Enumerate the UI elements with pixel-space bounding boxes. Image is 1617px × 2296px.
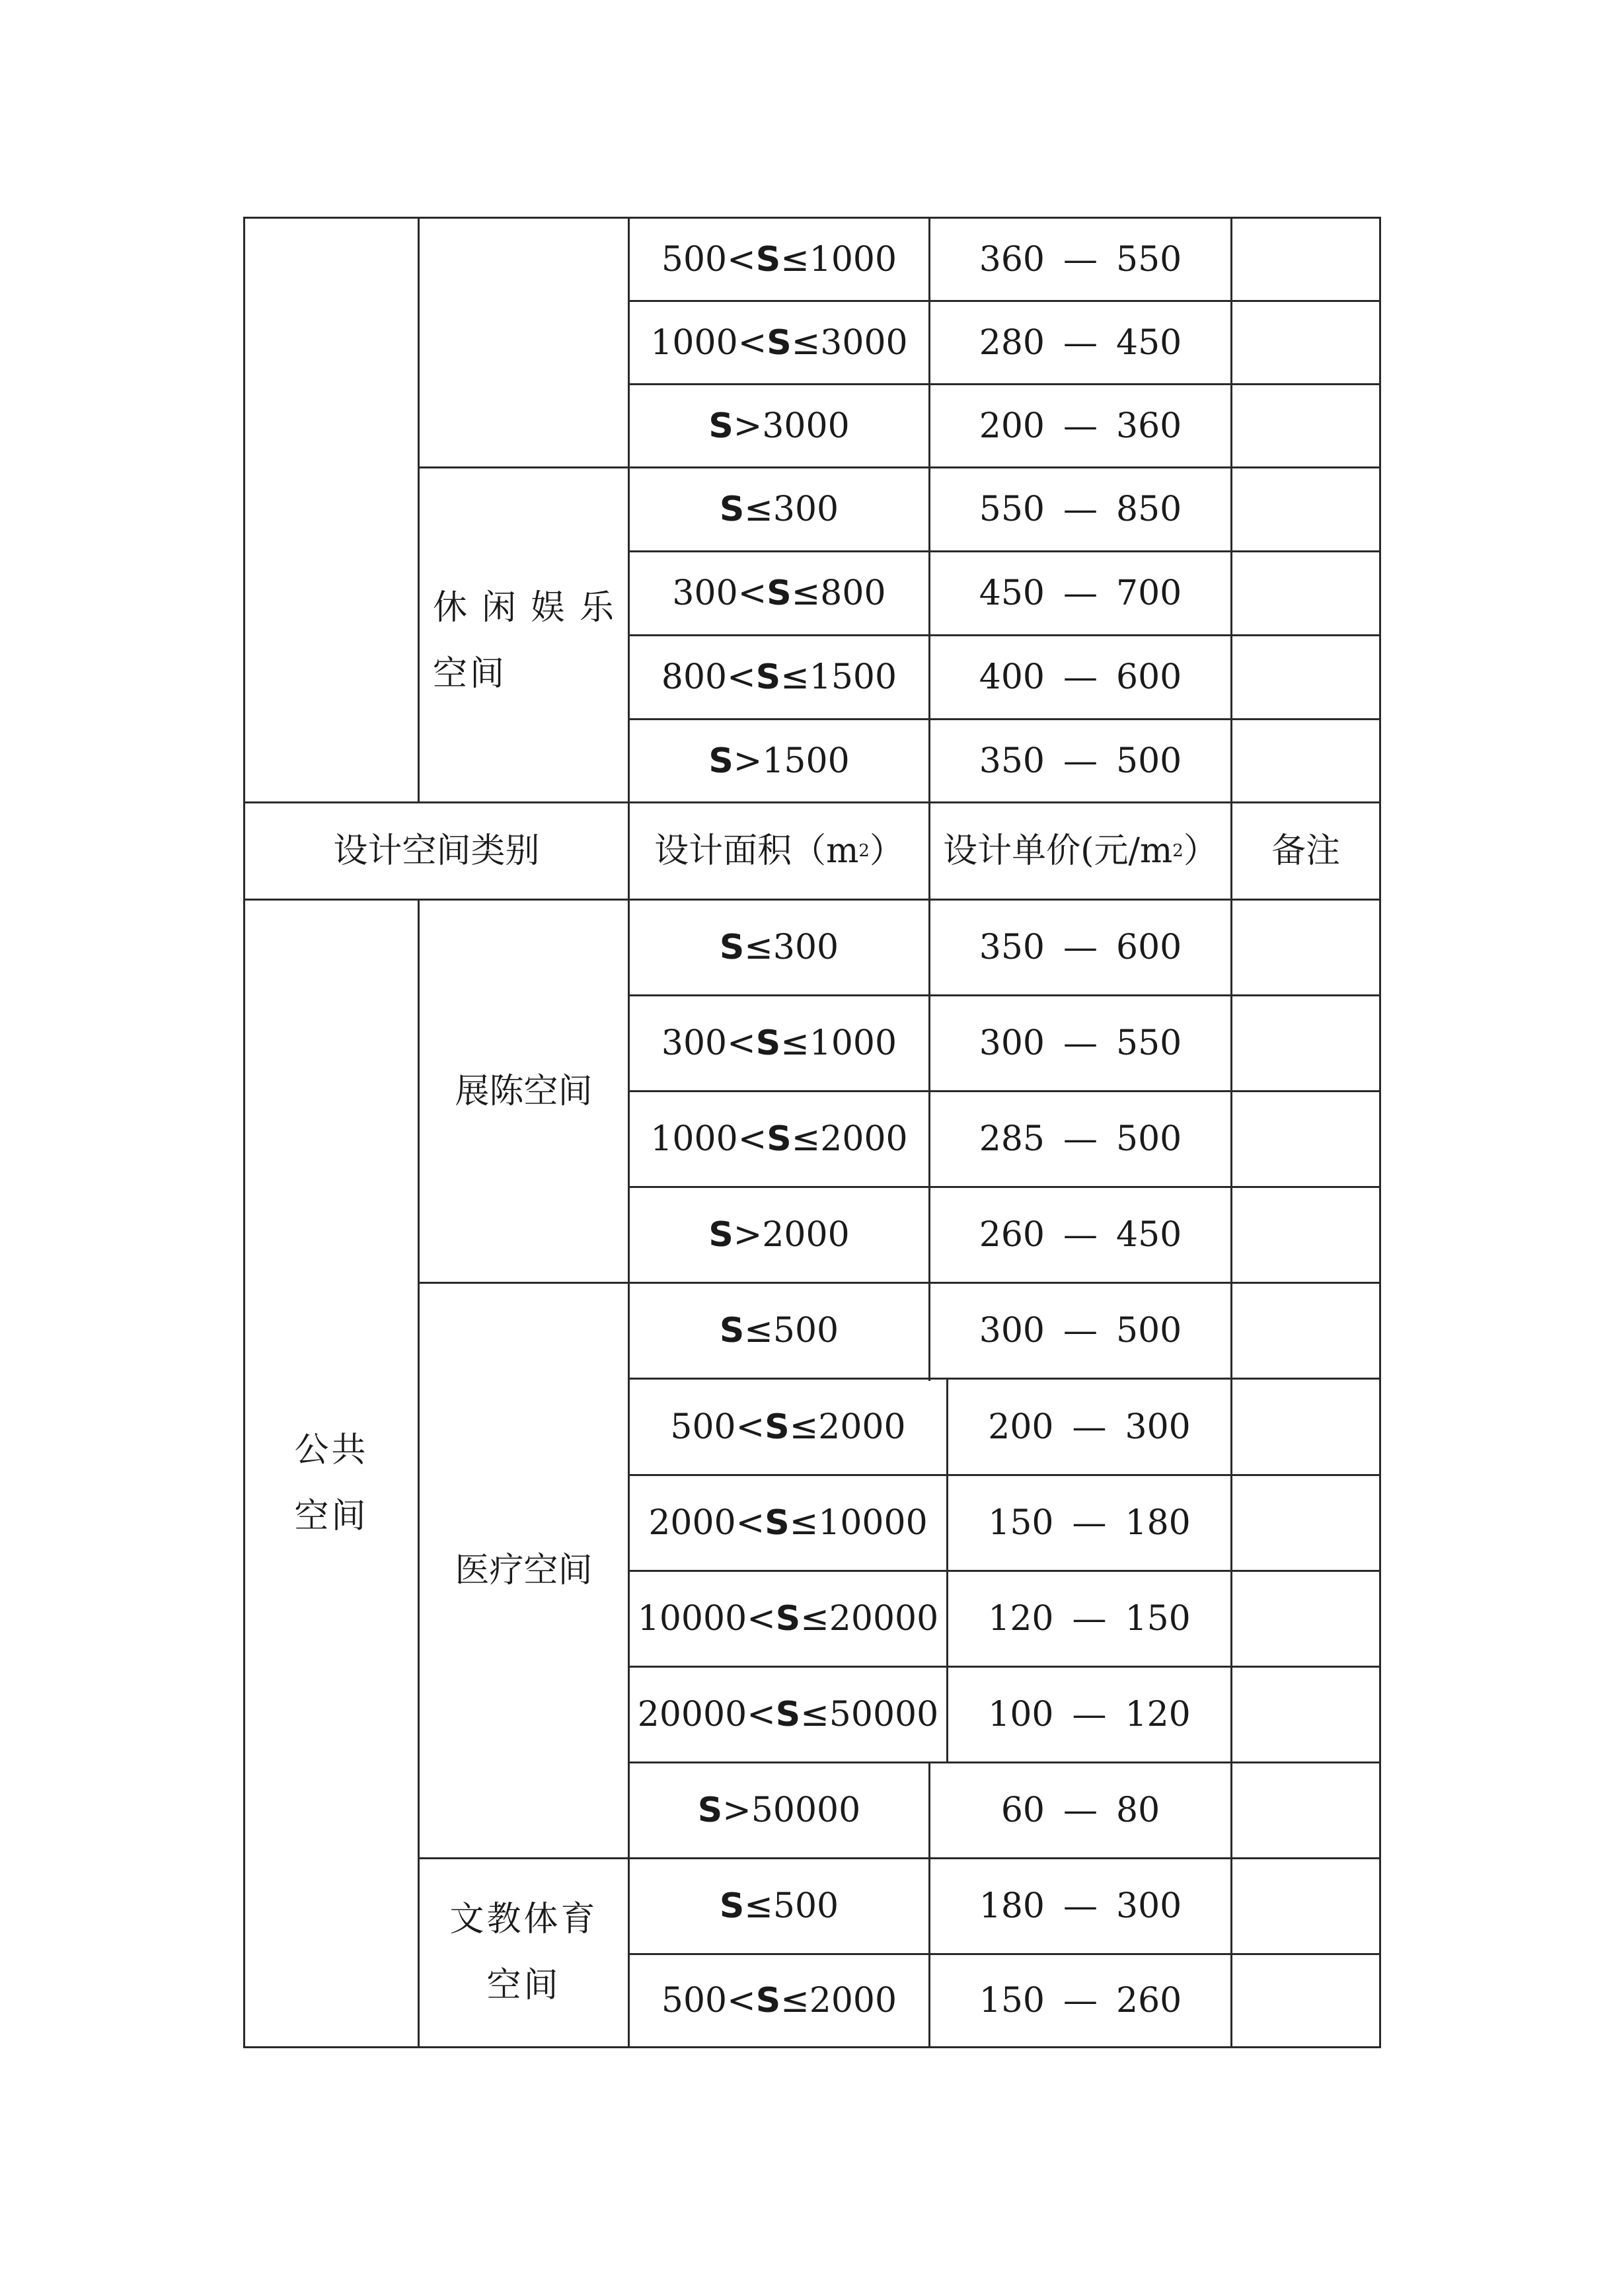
range-min: 500 [670, 1407, 736, 1447]
range-max: 10000 [818, 1503, 928, 1543]
range-min: 3000 [762, 406, 850, 446]
area-range-cell [630, 1955, 928, 2046]
range-dash: — [1063, 1791, 1098, 1830]
price-high: 260 [1116, 1981, 1182, 2020]
price-high: 500 [1116, 1119, 1182, 1159]
range-max: 3000 [820, 322, 908, 363]
header-text: 设计空间类别 [333, 831, 540, 871]
area-range-cell [630, 996, 928, 1090]
range-dash: — [1072, 1407, 1107, 1447]
less-equal-symbol: ≤ [789, 1407, 819, 1447]
label-line: 空间 [294, 1497, 369, 1536]
area-range-cell [630, 1380, 946, 1474]
range-max: 2000 [820, 1119, 908, 1159]
leisure-space-label [433, 575, 631, 707]
price-range-cell [948, 1572, 1230, 1666]
price-low: 360 [979, 239, 1045, 279]
price-range-cell [930, 1955, 1230, 2046]
price-low: 200 [988, 1407, 1054, 1447]
price-range-cell [930, 636, 1230, 718]
less-than-symbol: < [735, 1407, 765, 1447]
price-range-cell [930, 1763, 1230, 1857]
label-line: 休闲娱乐 [433, 588, 629, 628]
area-range-cell [630, 1188, 928, 1282]
range-dash: — [1063, 1981, 1098, 2020]
less-than-symbol: < [727, 657, 756, 697]
range-dash: — [1063, 490, 1098, 529]
area-range-cell [630, 1284, 928, 1378]
price-low: 120 [988, 1599, 1054, 1639]
area-variable: S [755, 657, 781, 697]
less-equal-symbol: ≤ [789, 1503, 819, 1543]
greater-than-symbol: > [733, 1215, 763, 1255]
range-max: 500 [772, 1311, 839, 1351]
label-line: 文教体育 [449, 1900, 598, 1939]
area-variable: S [719, 1311, 745, 1351]
price-high: 80 [1116, 1791, 1160, 1830]
less-than-symbol: < [747, 1599, 776, 1639]
less-equal-symbol: ≤ [780, 657, 809, 697]
area-variable: S [697, 1791, 723, 1830]
price-high: 300 [1116, 1886, 1182, 1926]
header-text: ） [1183, 831, 1218, 871]
range-dash: — [1072, 1695, 1107, 1734]
price-high: 150 [1125, 1599, 1191, 1639]
price-range-cell [930, 1092, 1230, 1186]
less-equal-symbol: ≤ [780, 239, 809, 279]
price-range-cell [930, 901, 1230, 994]
area-range-cell [630, 1476, 946, 1570]
price-range-cell [930, 1284, 1230, 1378]
area-range-cell [630, 468, 928, 550]
label-line: 展陈空间 [455, 1071, 593, 1111]
range-dash: — [1063, 928, 1098, 967]
price-high: 600 [1116, 657, 1182, 697]
area-variable: S [708, 741, 733, 781]
price-low: 280 [979, 322, 1045, 363]
range-max: 1000 [809, 239, 897, 279]
price-range-cell [948, 1668, 1230, 1761]
price-range-cell [948, 1476, 1230, 1570]
header-area: 设计面积（m 2 ） [654, 831, 904, 871]
price-low: 60 [1000, 1791, 1045, 1830]
greater-than-symbol: > [733, 406, 763, 446]
price-high: 360 [1116, 406, 1182, 446]
range-max: 300 [772, 928, 839, 967]
less-equal-symbol: ≤ [744, 1311, 773, 1351]
less-equal-symbol: ≤ [800, 1599, 829, 1639]
header-text: 设计单价(元/m [943, 831, 1173, 871]
price-low: 150 [979, 1981, 1045, 2020]
area-variable: S [775, 1695, 801, 1734]
price-range-cell [930, 1188, 1230, 1282]
area-variable: S [755, 1981, 781, 2020]
area-variable: S [765, 1407, 790, 1447]
area-variable: S [775, 1599, 801, 1639]
range-min: 800 [661, 657, 728, 697]
less-equal-symbol: ≤ [744, 490, 773, 529]
less-than-symbol: < [747, 1695, 776, 1734]
less-equal-symbol: ≤ [744, 1886, 773, 1926]
range-dash: — [1063, 1023, 1098, 1063]
range-dash: — [1072, 1599, 1107, 1639]
label-line: 空间 [433, 654, 508, 694]
area-variable: S [755, 1023, 781, 1063]
price-range-cell [948, 1380, 1230, 1474]
range-max: 2000 [809, 1981, 897, 2020]
area-range-cell [630, 1763, 928, 1857]
rule [418, 217, 420, 801]
range-max: 800 [820, 574, 886, 613]
greater-than-symbol: > [733, 741, 763, 781]
less-than-symbol: < [727, 1981, 756, 2020]
price-range-cell [930, 552, 1230, 634]
price-low: 350 [979, 928, 1045, 967]
area-variable: S [755, 239, 781, 279]
price-low: 550 [979, 490, 1045, 529]
area-range-cell [630, 636, 928, 718]
header-remark [1232, 803, 1379, 899]
rule [1230, 217, 1232, 2048]
range-max: 50000 [829, 1695, 939, 1734]
area-variable: S [719, 1886, 745, 1926]
range-min: 300 [661, 1023, 728, 1063]
price-high: 300 [1125, 1407, 1191, 1447]
range-min: 1000 [650, 322, 738, 363]
exhibition-space-label [420, 901, 628, 1282]
price-low: 200 [979, 406, 1045, 446]
range-min: 500 [661, 1981, 728, 2020]
range-dash: — [1063, 322, 1098, 363]
less-than-symbol: < [727, 239, 756, 279]
range-min: 1000 [650, 1119, 738, 1159]
area-range-cell [630, 720, 928, 801]
area-variable: S [765, 1503, 790, 1543]
culture-sports-space-label [420, 1886, 628, 2018]
area-range-cell [630, 1859, 928, 1953]
range-max: 1500 [809, 657, 897, 697]
range-dash: — [1063, 1215, 1098, 1255]
range-dash: — [1072, 1503, 1107, 1543]
area-variable: S [767, 574, 792, 613]
area-range-cell [630, 385, 928, 466]
price-low: 400 [979, 657, 1045, 697]
label-line: 医疗空间 [455, 1551, 593, 1590]
rule [243, 217, 245, 2048]
range-max: 300 [772, 490, 839, 529]
price-range-cell [930, 996, 1230, 1090]
range-dash: — [1063, 1311, 1098, 1351]
range-dash: — [1063, 406, 1098, 446]
area-variable: S [719, 490, 745, 529]
price-high: 500 [1116, 741, 1182, 781]
rule [1379, 217, 1381, 2048]
range-min: 1500 [762, 741, 850, 781]
range-min: 2000 [762, 1215, 850, 1255]
range-max: 1000 [809, 1023, 897, 1063]
medical-space-label [420, 1284, 628, 1857]
less-equal-symbol: ≤ [780, 1981, 809, 2020]
price-low: 350 [979, 741, 1045, 781]
header-text: 设计面积（m [654, 831, 859, 871]
less-equal-symbol: ≤ [800, 1695, 829, 1734]
price-low: 285 [979, 1119, 1045, 1159]
range-dash: — [1063, 1119, 1098, 1159]
price-high: 450 [1116, 1215, 1182, 1255]
range-dash: — [1063, 741, 1098, 781]
range-min: 20000 [637, 1695, 747, 1734]
less-than-symbol: < [727, 1023, 756, 1063]
area-range-cell [630, 219, 928, 300]
area-variable: S [708, 406, 733, 446]
area-variable: S [719, 928, 745, 967]
price-high: 850 [1116, 490, 1182, 529]
less-equal-symbol: ≤ [791, 574, 821, 613]
price-high: 600 [1116, 928, 1182, 967]
less-equal-symbol: ≤ [780, 1023, 809, 1063]
header-text: ） [869, 831, 904, 871]
area-variable: S [767, 322, 792, 363]
area-range-cell [630, 1092, 928, 1186]
less-equal-symbol: ≤ [744, 928, 773, 967]
less-than-symbol: < [737, 322, 767, 363]
area-range-cell [630, 302, 928, 383]
header-category [245, 803, 628, 899]
range-max: 2000 [818, 1407, 906, 1447]
range-max: 500 [772, 1886, 839, 1926]
range-dash: — [1063, 1886, 1098, 1926]
less-than-symbol: < [735, 1503, 765, 1543]
price-low: 450 [979, 574, 1045, 613]
less-equal-symbol: ≤ [791, 1119, 821, 1159]
header-price: 设计单价(元/m 2 ） [943, 831, 1218, 871]
price-high: 180 [1125, 1503, 1191, 1543]
range-min: 500 [661, 239, 728, 279]
less-equal-symbol: ≤ [791, 322, 821, 363]
price-low: 300 [979, 1311, 1045, 1351]
area-range-cell [630, 901, 928, 994]
price-high: 550 [1116, 1023, 1182, 1063]
price-range-cell [930, 468, 1230, 550]
price-high: 700 [1116, 574, 1182, 613]
area-range-cell [630, 1572, 946, 1666]
range-min: 300 [672, 574, 738, 613]
range-min: 10000 [637, 1599, 747, 1639]
less-than-symbol: < [737, 1119, 767, 1159]
range-dash: — [1063, 657, 1098, 697]
range-min: 2000 [648, 1503, 736, 1543]
area-variable: S [708, 1215, 733, 1255]
header-text: 备注 [1271, 831, 1340, 871]
public-space-label [245, 1417, 418, 1549]
area-range-cell [630, 1668, 946, 1761]
price-low: 260 [979, 1215, 1045, 1255]
price-low: 150 [988, 1503, 1054, 1543]
area-variable: S [767, 1119, 792, 1159]
range-dash: — [1063, 574, 1098, 613]
price-high: 450 [1116, 322, 1182, 363]
price-high: 500 [1116, 1311, 1182, 1351]
label-line: 空间 [486, 1966, 561, 2005]
range-dash: — [1063, 239, 1098, 279]
price-high: 550 [1116, 239, 1182, 279]
greater-than-symbol: > [722, 1791, 751, 1830]
price-low: 180 [979, 1886, 1045, 1926]
price-low: 300 [979, 1023, 1045, 1063]
price-range-cell [930, 385, 1230, 466]
price-range-cell [930, 1859, 1230, 1953]
range-min: 50000 [751, 1791, 861, 1830]
price-range-cell [930, 302, 1230, 383]
less-than-symbol: < [737, 574, 767, 613]
label-line: 公共 [294, 1430, 369, 1470]
price-range-cell [930, 219, 1230, 300]
price-range-cell [930, 720, 1230, 801]
area-range-cell [630, 552, 928, 634]
price-low: 100 [988, 1695, 1054, 1734]
range-max: 20000 [829, 1599, 939, 1639]
price-high: 120 [1125, 1695, 1191, 1734]
rule [243, 2046, 1381, 2048]
